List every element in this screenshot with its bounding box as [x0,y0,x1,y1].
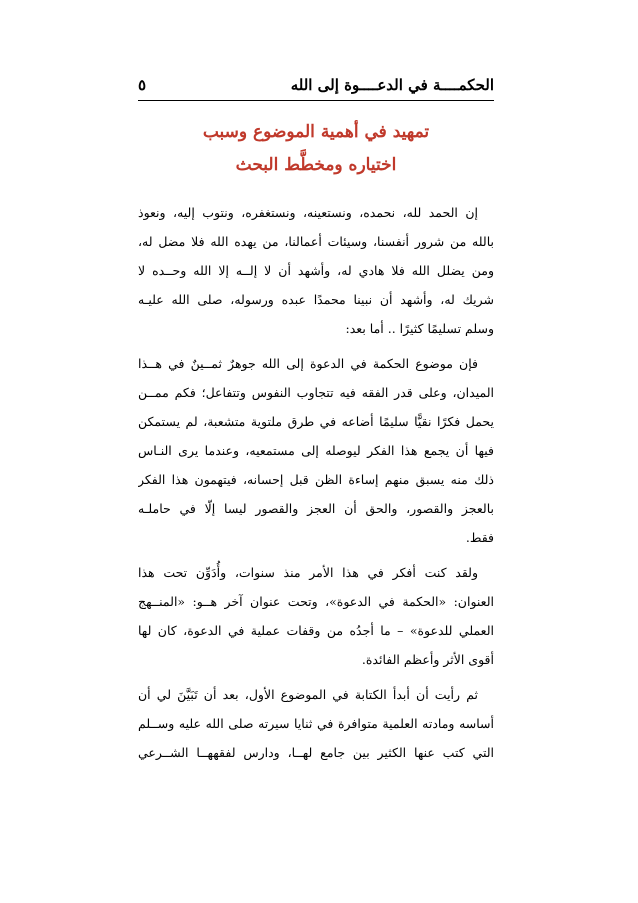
text-line: ومن يضلل الله فلا هادي له، وأشهد أن لا إلــه إلا الله وحــده لا [138,263,494,278]
section-heading-line-2: اختياره ومخطَّط البحث [235,155,397,175]
text-line: ثم رأيت أن أبدأ الكتابة في الموضوع الأول، بعد أن تَبَيَّنَ لي أن [138,687,478,702]
text-line: ذلك منه يسبق منهم إساءة الظن قبل إحسانه، فيتهمون هذا الفكر [138,472,494,487]
paragraph [138,558,494,674]
text-line: أقوى الأثر وأعظم الفائدة. [361,652,494,667]
header-divider [138,100,494,101]
text-line: فقط. [465,530,494,545]
text-line: شريك له، وأشهد أن نبينا محمدًا عبده ورسوله، صلى الله عليـه [138,292,494,307]
paragraph [138,349,494,552]
text-line: بالعجز والقصور، والحق أن العجز والقصور ليسا إلّا في حاملـه [138,501,494,516]
text-line: فإن موضوع الحكمة في الدعوة إلى الله جوهرٌ ثمــينٌ في هــذا [138,356,478,371]
paragraph [138,198,494,343]
text-line: الميدان، وعلى قدر الفقه فيه تتجاوب النفوس وتتفاعل؛ فكم ممــن [138,385,494,400]
text-line: أساسه ومادته العلمية متوافرة في ثنايا سيرته صلى الله عليه وســلم [138,716,494,731]
running-title: الحكمــــة في الدعــــوة إلى الله [290,76,494,94]
text-line: يحمل فكرًا نقيًّا سليمًا أضاعه في طرق ملتوية متشعبة، لم يستمكن [138,414,494,429]
text-line: التي كتب عنها الكثير بين جامع لهــا، ودارس لفقههــا الشــرعي [138,745,494,760]
page-header [138,76,494,100]
page-number: ٥ [138,76,147,94]
text-line: العملي للدعوة» – ما أجدُه من وقفات عملية في الدعوة، كان لها [138,623,494,638]
text-line: وسلم تسليمًا كثيرًا .. أما بعد: [345,321,494,336]
text-line: بالله من شرور أنفسنا، وسيئات أعمالنا، من يهده الله فلا مضل له، [138,234,494,249]
text-line: إن الحمد لله، نحمده، ونستعينه، ونستغفره، ونتوب إليه، ونعوذ [138,205,478,220]
text-line: ولقد كنت أفكر في هذا الأمر منذ سنوات، وأُدَوِّن تحت هذا [138,565,478,580]
paragraph [138,680,494,767]
section-heading-line-1: تمهيد في أهمية الموضوع وسبب [202,122,430,142]
text-line: العنوان: «الحكمة في الدعوة»، وتحت عنوان آخر هــو: «المنــهج [138,594,494,609]
body-text [138,198,494,767]
text-line: فيها أن يجمع هذا الفكر ليوصله إلى مستمعيه، وعندما يرى النـاس [138,443,494,458]
